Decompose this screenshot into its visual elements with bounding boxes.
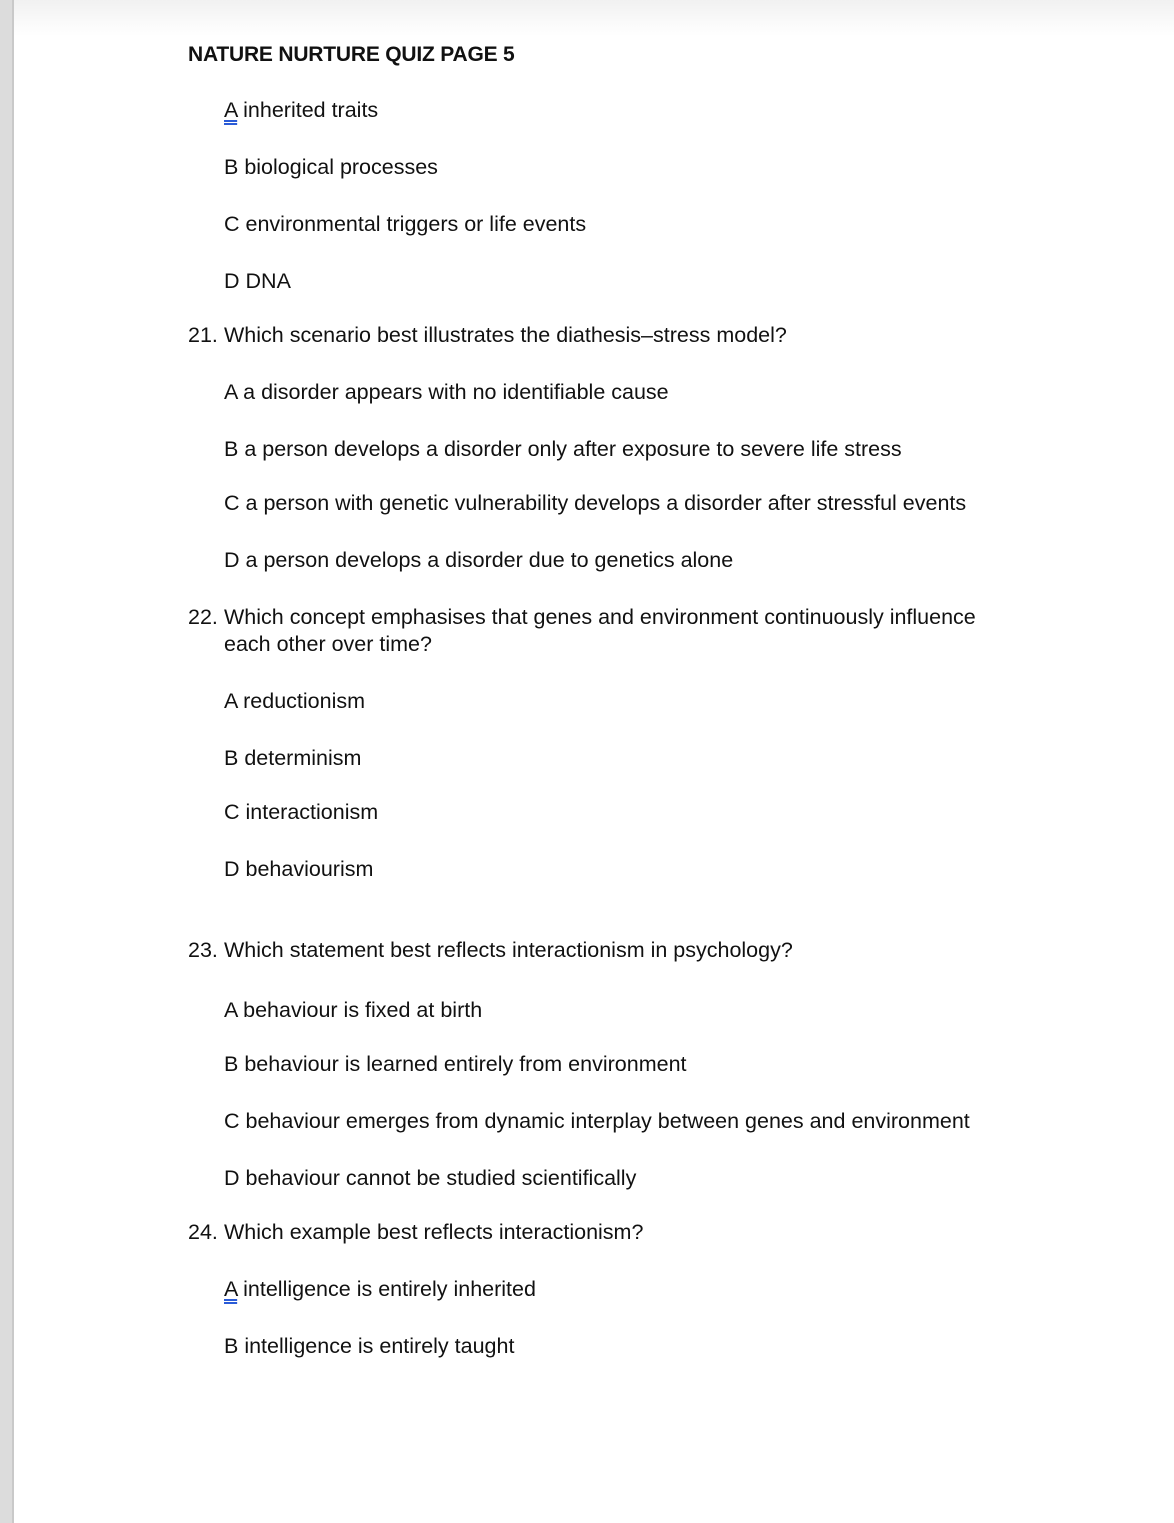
question-number: 21. <box>188 323 218 347</box>
viewer-left-edge <box>0 0 14 1523</box>
option-text: a person develops a disorder due to genetics alone <box>245 548 734 572</box>
option-item <box>224 799 378 826</box>
option-item <box>224 1108 970 1135</box>
question-number: 23. <box>188 938 218 962</box>
option-item <box>224 997 482 1024</box>
question-number: 24. <box>188 1220 218 1244</box>
option-letter: D <box>224 548 240 572</box>
option-text: behaviour is fixed at birth <box>243 998 483 1022</box>
option-letter: B <box>224 155 239 179</box>
option-item <box>224 1051 687 1078</box>
option-letter: B <box>224 437 239 461</box>
option-item <box>224 547 733 574</box>
option-item <box>224 490 966 517</box>
question-24 <box>188 1219 643 1246</box>
option-letter: C <box>224 212 240 236</box>
option-letter: A <box>224 998 238 1022</box>
page-title: NATURE NURTURE QUIZ PAGE 5 <box>188 43 515 66</box>
option-text: biological processes <box>244 155 438 179</box>
option-text: a disorder appears with no identifiable cause <box>243 380 669 404</box>
option-letter: D <box>224 1166 240 1190</box>
option-letter: A <box>224 380 238 404</box>
question-text: Which concept emphasises that genes and environment continuously influence <box>224 605 976 629</box>
option-text: interactionism <box>245 800 379 824</box>
option-letter: B <box>224 746 239 770</box>
option-text: DNA <box>245 269 291 293</box>
question-22-continuation: each other over time? <box>224 632 432 656</box>
option-letter-marked: A <box>224 98 238 122</box>
option-text: inherited traits <box>243 98 379 122</box>
question-text: Which scenario best illustrates the diathesis–stress model? <box>224 323 787 347</box>
option-letter-marked: A <box>224 1277 238 1301</box>
question-number: 22. <box>188 605 218 629</box>
option-letter: B <box>224 1334 239 1358</box>
option-letter: B <box>224 1052 239 1076</box>
question-text: Which example best reflects interactionism? <box>224 1220 644 1244</box>
option-text: determinism <box>244 746 362 770</box>
question-21 <box>188 322 787 349</box>
document-page <box>14 0 1174 1523</box>
option-letter: D <box>224 269 240 293</box>
option-text: behaviour cannot be studied scientifically <box>245 1166 637 1190</box>
option-item <box>224 1276 536 1303</box>
option-item <box>224 688 365 715</box>
option-item <box>224 268 291 295</box>
option-item <box>224 856 373 883</box>
option-text: behaviour emerges from dynamic interplay between genes and environment <box>245 1109 970 1133</box>
option-item <box>224 1333 514 1360</box>
question-text: Which statement best reflects interactionism in psychology? <box>224 938 793 962</box>
option-text: reductionism <box>243 689 366 713</box>
option-letter: A <box>224 689 238 713</box>
option-letter: C <box>224 491 240 515</box>
option-item <box>224 436 902 463</box>
question-23 <box>188 937 793 964</box>
option-text: environmental triggers or life events <box>245 212 587 236</box>
option-item <box>224 379 669 406</box>
option-letter: D <box>224 857 240 881</box>
option-text: a person with genetic vulnerability develops a disorder after stressful events <box>245 491 967 515</box>
option-text: intelligence is entirely inherited <box>243 1277 536 1301</box>
option-text: behaviourism <box>245 857 374 881</box>
option-item <box>224 1165 636 1192</box>
option-item <box>224 97 378 124</box>
option-item <box>224 211 586 238</box>
option-text: intelligence is entirely taught <box>244 1334 515 1358</box>
option-text: behaviour is learned entirely from environment <box>244 1052 687 1076</box>
option-letter: C <box>224 800 240 824</box>
option-item <box>224 154 438 181</box>
option-item <box>224 745 361 772</box>
question-22 <box>188 604 976 631</box>
option-letter: C <box>224 1109 240 1133</box>
option-text: a person develops a disorder only after exposure to severe life stress <box>244 437 902 461</box>
